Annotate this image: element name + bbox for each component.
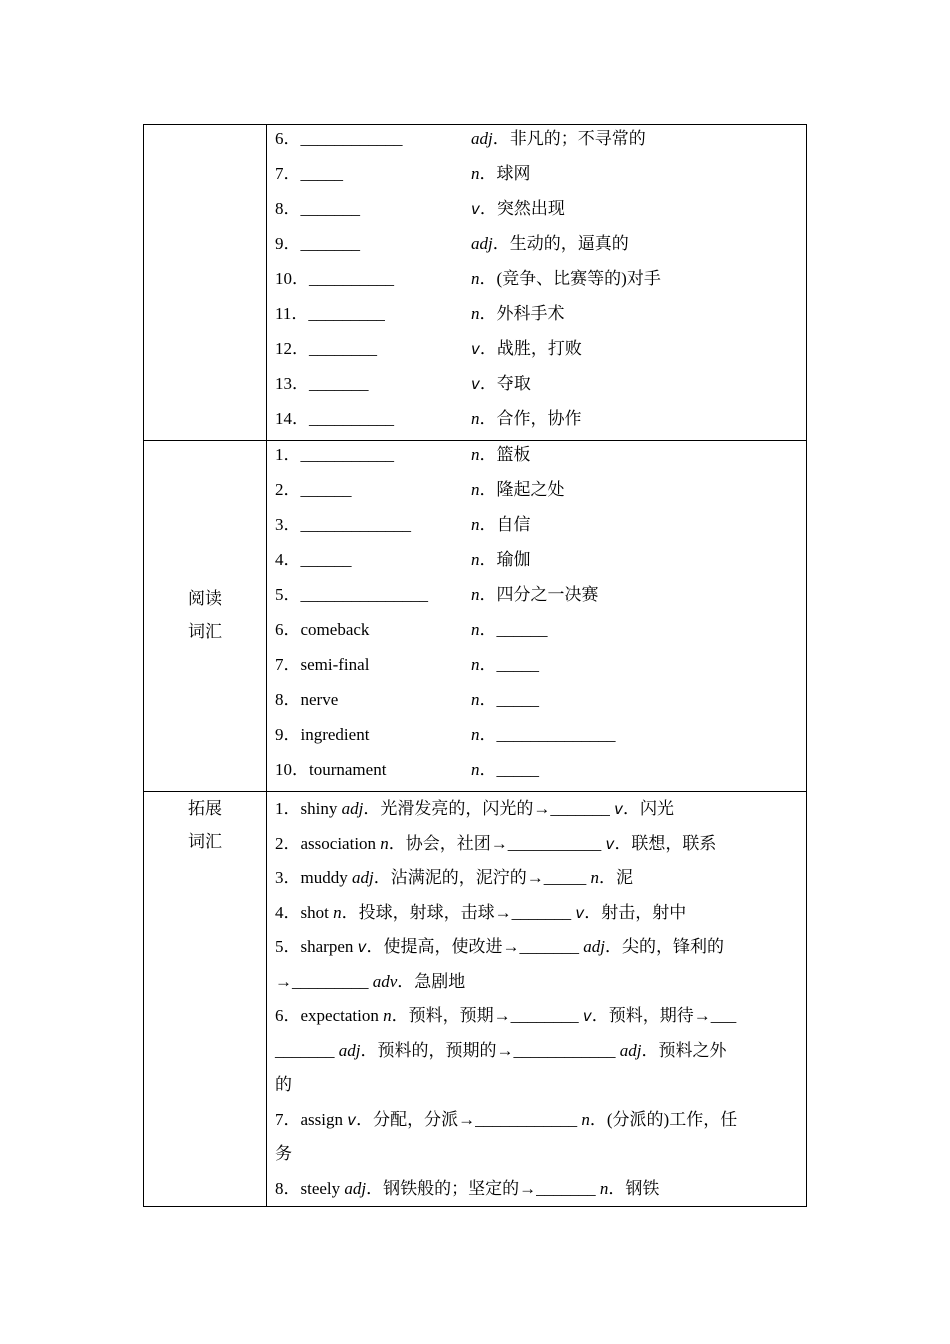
vocab-word: ___________ <box>300 445 394 464</box>
vocab-definition <box>471 756 539 784</box>
part-of-speech: v <box>471 200 480 218</box>
meaning: _____ <box>496 655 539 674</box>
vocab-word: semi-final <box>300 655 370 674</box>
part-of-speech: v <box>471 375 480 393</box>
expansion-item-5: 5．sharpen v．使提高，使改进→_______ adj．尖的，锋利的 →_________ adv．急剧地 <box>275 937 724 991</box>
section-3 <box>144 792 807 1207</box>
separator: ． <box>479 339 497 358</box>
section-1-list <box>267 125 806 440</box>
item-number: 8． <box>275 690 301 709</box>
section-1 <box>144 125 807 441</box>
expansion-item-7: 7．assign v．分配，分派→____________ n．(分派的)工作，任 务 <box>275 1109 738 1163</box>
separator: ． <box>479 199 497 218</box>
part-of-speech: n <box>471 690 480 709</box>
meaning: 生动的，逼真的 <box>509 234 629 253</box>
expansion-item-4: 4．shot n．投球，射球，击球→_______ v．射击，射中 <box>275 902 687 922</box>
vocab-row <box>275 405 798 440</box>
item-number: 3． <box>275 515 301 534</box>
vocab-definition <box>471 195 565 223</box>
vocab-term <box>275 756 386 784</box>
expansion-item-2: 2．association n．协会，社团→___________ v．联想，联系 <box>275 833 717 853</box>
vocab-word: _________ <box>308 304 385 323</box>
meaning: _____ <box>496 760 539 779</box>
section-2-content <box>267 441 807 792</box>
vocab-term <box>275 300 385 328</box>
vocab-definition <box>471 441 531 469</box>
vocab-row <box>275 581 798 616</box>
vocab-row <box>275 511 798 546</box>
separator: ． <box>479 620 497 639</box>
part-of-speech: n <box>471 304 480 323</box>
vocab-term <box>275 160 343 188</box>
vocab-word: ________ <box>309 339 377 358</box>
item-number: 6． <box>275 620 301 639</box>
item-number: 9． <box>275 234 301 253</box>
meaning: 外科手术 <box>496 304 565 323</box>
item-number: 13． <box>275 374 309 393</box>
part-of-speech: n <box>471 725 480 744</box>
section-2-label-line2: 词汇 <box>188 622 222 642</box>
meaning: 夺取 <box>496 374 531 393</box>
vocab-definition <box>471 300 565 328</box>
separator: ． <box>479 445 497 464</box>
expansion-item-6: 6．expectation n．预料，预期→________ v．预料，期待→___ _______ adj．预料的，预期的→____________ adj．预料之外 的 <box>275 1006 737 1094</box>
vocab-definition <box>471 160 531 188</box>
vocab-term <box>275 476 352 504</box>
vocab-definition <box>471 230 629 258</box>
vocab-term <box>275 721 369 749</box>
meaning: 篮板 <box>496 445 531 464</box>
part-of-speech: n <box>471 620 480 639</box>
separator: ． <box>479 480 497 499</box>
part-of-speech: n <box>471 480 480 499</box>
vocab-word: tournament <box>309 760 387 779</box>
item-number: 4． <box>275 550 301 569</box>
vocab-term <box>275 335 377 363</box>
item-number: 7． <box>275 655 301 674</box>
vocab-row <box>275 546 798 581</box>
meaning: 战胜，打败 <box>496 339 582 358</box>
section-1-label-cell <box>144 125 267 441</box>
item-number: 12． <box>275 339 309 358</box>
item-number: 2． <box>275 480 301 499</box>
vocab-definition <box>471 370 531 398</box>
section-2-list <box>267 441 806 791</box>
vocab-row <box>275 441 798 476</box>
vocab-word: _______________ <box>300 585 428 604</box>
vocab-definition <box>471 511 531 539</box>
vocab-row <box>275 721 798 756</box>
item-number: 14． <box>275 409 309 428</box>
meaning: _____ <box>496 690 539 709</box>
item-number: 5． <box>275 585 301 604</box>
vocab-word: comeback <box>300 620 370 639</box>
vocab-row <box>275 476 798 511</box>
vocab-row <box>275 370 798 405</box>
vocab-word: _______ <box>300 199 360 218</box>
vocab-term <box>275 195 360 223</box>
part-of-speech: n <box>471 409 480 428</box>
section-2 <box>144 441 807 792</box>
vocab-row <box>275 686 798 721</box>
part-of-speech: n <box>471 760 480 779</box>
part-of-speech: n <box>471 164 480 183</box>
meaning: 非凡的；不寻常的 <box>509 129 646 148</box>
vocab-word: _____ <box>300 164 343 183</box>
meaning: 瑜伽 <box>496 550 531 569</box>
vocab-definition <box>471 265 661 293</box>
item-number: 10． <box>275 269 309 288</box>
item-number: 8． <box>275 199 301 218</box>
separator: ． <box>479 760 497 779</box>
separator: ． <box>479 655 497 674</box>
meaning: ______ <box>496 620 548 639</box>
meaning: ______________ <box>496 725 616 744</box>
item-number: 1． <box>275 445 301 464</box>
vocab-row <box>275 651 798 686</box>
separator: ． <box>479 409 497 428</box>
part-of-speech: adj <box>471 234 493 253</box>
vocab-definition <box>471 616 548 644</box>
vocab-word: _______ <box>309 374 369 393</box>
vocab-term <box>275 686 338 714</box>
meaning: 合作，协作 <box>496 409 582 428</box>
separator: ． <box>492 129 510 148</box>
vocab-term <box>275 370 369 398</box>
vocab-term <box>275 511 411 539</box>
section-3-label-line2: 词汇 <box>188 832 222 852</box>
vocab-term <box>275 581 428 609</box>
vocab-word: __________ <box>309 409 394 428</box>
vocab-row <box>275 195 798 230</box>
vocab-row <box>275 125 798 160</box>
item-number: 10． <box>275 760 309 779</box>
section-3-content <box>267 792 807 1207</box>
vocab-row <box>275 265 798 300</box>
vocab-definition <box>471 686 539 714</box>
part-of-speech: n <box>471 515 480 534</box>
separator: ． <box>479 269 497 288</box>
vocab-definition <box>471 405 582 433</box>
section-2-label-cell <box>144 441 267 792</box>
vocab-definition <box>471 476 565 504</box>
separator: ． <box>479 690 497 709</box>
meaning: 突然出现 <box>496 199 565 218</box>
vocab-row <box>275 335 798 370</box>
vocab-term <box>275 125 403 153</box>
part-of-speech: n <box>471 445 480 464</box>
vocab-term <box>275 265 394 293</box>
part-of-speech: v <box>471 340 480 358</box>
vocab-definition <box>471 651 539 679</box>
separator: ． <box>479 550 497 569</box>
vocab-row <box>275 300 798 335</box>
meaning: (竞争、比赛等的)对手 <box>496 269 661 288</box>
item-number: 11． <box>275 304 309 323</box>
separator: ． <box>479 515 497 534</box>
vocab-definition <box>471 335 582 363</box>
section-1-content <box>267 125 807 441</box>
item-number: 7． <box>275 164 301 183</box>
separator: ． <box>479 374 497 393</box>
vocab-term <box>275 651 369 679</box>
part-of-speech: n <box>471 269 480 288</box>
vocab-word: ____________ <box>300 129 403 148</box>
vocab-term <box>275 546 352 574</box>
vocab-row <box>275 160 798 195</box>
vocab-word: _____________ <box>300 515 411 534</box>
vocab-word: nerve <box>300 690 339 709</box>
vocab-word: __________ <box>309 269 394 288</box>
vocab-definition <box>471 546 531 574</box>
vocab-term <box>275 230 360 258</box>
meaning: 四分之一决赛 <box>496 585 599 604</box>
vocab-row <box>275 616 798 651</box>
separator: ． <box>479 725 497 744</box>
vocab-row <box>275 230 798 265</box>
vocab-definition <box>471 125 646 153</box>
expansion-item-1: 1．shiny adj．光滑发亮的，闪光的→_______ v．闪光 <box>275 799 674 818</box>
vocabulary-table <box>143 124 807 1207</box>
part-of-speech: n <box>471 655 480 674</box>
separator: ． <box>479 164 497 183</box>
vocab-word: ______ <box>300 480 352 499</box>
separator: ． <box>492 234 510 253</box>
meaning: 自信 <box>496 515 531 534</box>
meaning: 球网 <box>496 164 531 183</box>
meaning: 隆起之处 <box>496 480 565 499</box>
item-number: 9． <box>275 725 301 744</box>
part-of-speech: adj <box>471 129 493 148</box>
vocab-word: ______ <box>300 550 352 569</box>
part-of-speech: n <box>471 550 480 569</box>
vocab-term <box>275 441 394 469</box>
item-number: 6． <box>275 129 301 148</box>
expansion-item-8: 8．steely adj．钢铁般的；坚定的→_______ n．钢铁 <box>275 1178 660 1198</box>
vocab-row <box>275 756 798 791</box>
vocab-term <box>275 405 394 433</box>
vocab-term <box>275 616 369 644</box>
vocab-definition <box>471 581 599 609</box>
vocab-word: _______ <box>300 234 360 253</box>
part-of-speech: n <box>471 585 480 604</box>
section-3-label-line1: 拓展 <box>188 799 222 819</box>
section-2-label-line1: 阅读 <box>188 589 222 609</box>
separator: ． <box>479 304 497 323</box>
section-3-label-cell <box>144 792 267 1207</box>
vocab-word: ingredient <box>300 725 370 744</box>
separator: ． <box>479 585 497 604</box>
expansion-item-3: 3．muddy adj．沾满泥的，泥泞的→_____ n．泥 <box>275 868 633 887</box>
vocab-definition <box>471 721 616 749</box>
